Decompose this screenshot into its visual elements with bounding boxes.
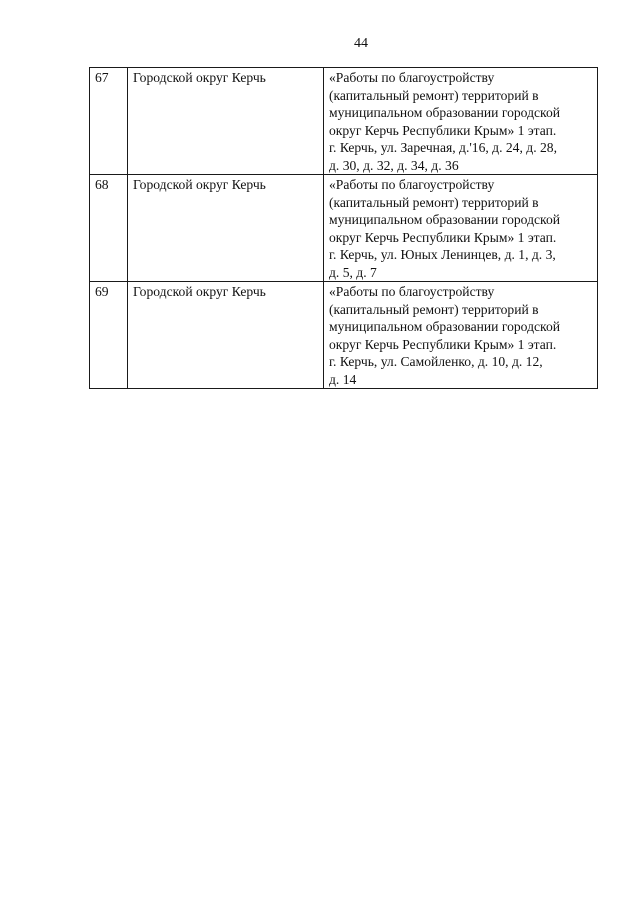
table-row [90, 68, 598, 175]
description-cell: «Работы по благоустройству (капитальный ремонт) территорий в муниципальном образовании городской округ Керчь Республики Крым» 1 этап. г. Керчь, ул. Заречная, д.'16, д. 24, д. 28, д. 30, д. 32, д. 34, д. 36 [324, 68, 598, 175]
table-row [90, 282, 598, 389]
page-number: 44 [354, 36, 368, 51]
description-cell: «Работы по благоустройству (капитальный ремонт) территорий в муниципальном образовании городской округ Керчь Республики Крым» 1 этап. г. Керчь, ул. Самойленко, д. 10, д. 12, д. 14 [324, 282, 598, 389]
description-cell: «Работы по благоустройству (капитальный ремонт) территорий в муниципальном образовании городской округ Керчь Республики Крым» 1 этап. г. Керчь, ул. Юных Ленинцев, д. 1, д. 3, д. 5, д. 7 [324, 175, 598, 282]
row-number-cell: 69 [90, 282, 128, 389]
municipality-cell: Городской округ Керчь [128, 68, 324, 175]
document-table [89, 67, 598, 389]
municipality-cell: Городской округ Керчь [128, 175, 324, 282]
row-number-cell: 67 [90, 68, 128, 175]
municipality-cell: Городской округ Керчь [128, 282, 324, 389]
row-number-cell: 68 [90, 175, 128, 282]
table-row [90, 175, 598, 282]
